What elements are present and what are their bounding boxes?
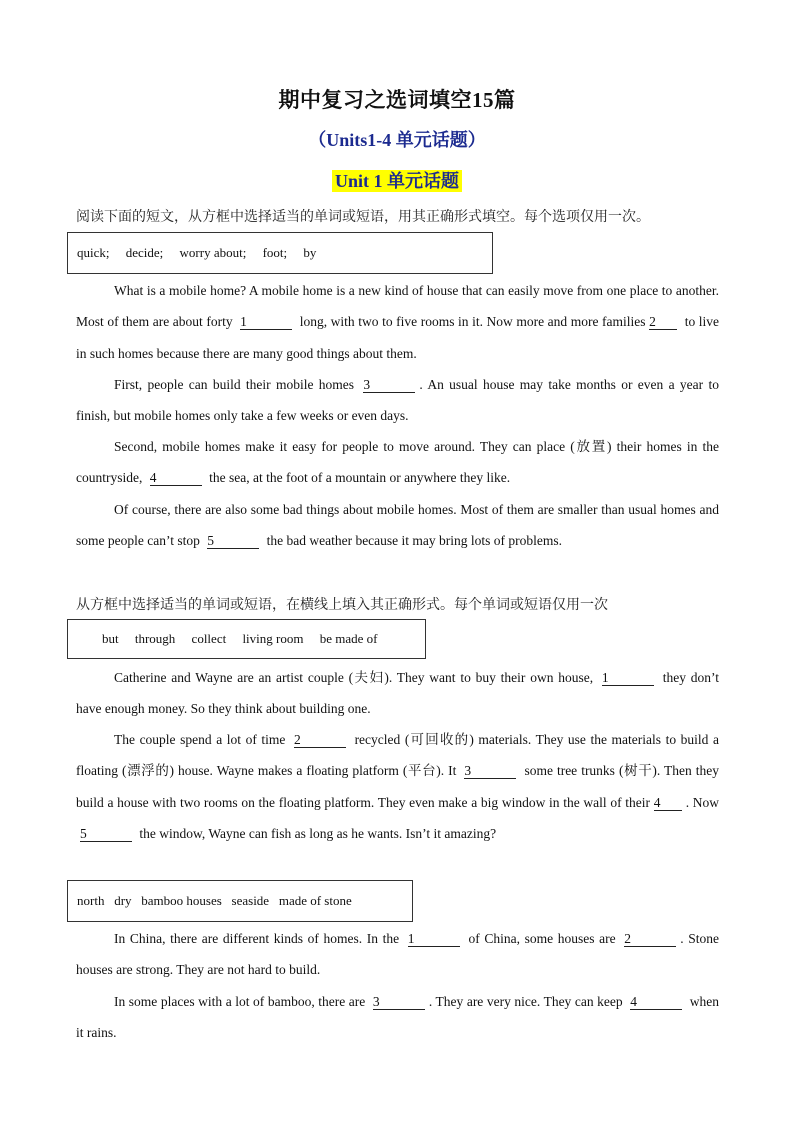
- paragraph-text: some tree trunks (树干). Then they build a house with two rooms on the floating platform. They even make a big window in the wall of their: [76, 763, 719, 810]
- paragraph-text: recycled (可回收的) materials. They use the materials to build a floating (漂浮的) house. Wayne makes a floating platform (平台). It: [76, 732, 720, 779]
- blank-3: 3: [464, 764, 516, 779]
- paragraph-text: The couple spend a lot of time: [114, 732, 286, 747]
- blank-4: 4: [630, 995, 682, 1010]
- unit-heading: [0, 167, 794, 193]
- section1-paragraph-2: [76, 369, 719, 432]
- section1-instruction: 阅读下面的短文，从方框中选择适当的单词或短语，用其正确形式填空。每个选项仅用一次。: [76, 209, 650, 225]
- paragraph-text: the bad weather because it may bring lots of problems.: [266, 533, 563, 549]
- section3-word-box: north dry bamboo houses seaside made of stone: [67, 880, 413, 922]
- paragraph-text: long, with two to five rooms in it. Now more and more families: [299, 314, 646, 330]
- paragraph-text: Second, mobile homes make it easy for people to move around. They can place (放置) their homes in the countryside,: [76, 439, 719, 486]
- blank-1: 1: [408, 932, 460, 947]
- blank-5: 5: [80, 827, 132, 842]
- document-title: 期中复习之选词填空15篇: [278, 88, 516, 112]
- section2-paragraph-2: [76, 724, 719, 849]
- paragraph-text: In some places with a lot of bamboo, there are: [114, 994, 366, 1009]
- paragraph-text: the window, Wayne can fish as long as he wants. Isn’t it amazing?: [139, 825, 497, 841]
- section3-paragraph-2: [76, 986, 719, 1049]
- blank-3: 3: [373, 995, 425, 1010]
- section1-word-box: quick; decide; worry about; foot; by: [67, 232, 493, 274]
- section2-word-box: but through collect living room be made of: [67, 619, 426, 659]
- paragraph-text: What is a mobile home? A mobile home is a new kind of house that can easily move from one place to another. Most of them are about forty: [76, 283, 719, 330]
- blank-4: 4: [654, 796, 682, 811]
- paragraph-text: . Stone houses are strong. They are not hard to build.: [76, 931, 719, 978]
- paragraph-text: First, people can build their mobile homes: [114, 377, 355, 392]
- paragraph-text: the sea, at the foot of a mountain or anywhere they like.: [209, 470, 511, 486]
- paragraph-text: they don’t have enough money. So they think about building one.: [76, 670, 720, 717]
- paragraph-text: . An usual house may take months or even a year to finish, but mobile homes only take a few weeks or even days.: [76, 377, 719, 424]
- paragraph-text: In China, there are different kinds of homes. In the: [114, 931, 400, 946]
- section1-paragraph-3: [76, 431, 719, 494]
- blank-4: 4: [150, 471, 202, 486]
- unit-heading-text: Unit 1 单元话题: [332, 170, 462, 192]
- paragraph-text: to live in such homes because there are many good things about them.: [76, 314, 720, 361]
- section2-paragraph-1: [76, 662, 719, 725]
- document-subtitle: （Units1-4 单元话题）: [308, 130, 486, 150]
- blank-1: 1: [602, 671, 654, 686]
- section3-paragraph-1: [76, 923, 719, 986]
- blank-2: 2: [294, 733, 346, 748]
- paragraph-text: . Now: [685, 794, 719, 810]
- paragraph-text: when it rains.: [76, 994, 720, 1041]
- blank-3: 3: [363, 378, 415, 393]
- paragraph-text: Of course, there are also some bad things about mobile homes. Most of them are smaller than usual homes and some people can’t stop: [76, 502, 719, 549]
- blank-1: 1: [240, 315, 292, 330]
- paragraph-text: Catherine and Wayne are an artist couple (夫妇). They want to buy their own house,: [114, 670, 594, 685]
- blank-2: 2: [649, 315, 677, 330]
- section1-paragraph-1: [76, 275, 719, 369]
- blank-2: 2: [624, 932, 676, 947]
- paragraph-text: of China, some houses are: [468, 931, 616, 946]
- blank-5: 5: [207, 534, 259, 549]
- section2-instruction: 从方框中选择适当的单词或短语，在横线上填入其正确形式。每个单词或短语仅用一次: [76, 597, 608, 613]
- section1-paragraph-4: [76, 494, 719, 557]
- paragraph-text: . They are very nice. They can keep: [428, 994, 623, 1009]
